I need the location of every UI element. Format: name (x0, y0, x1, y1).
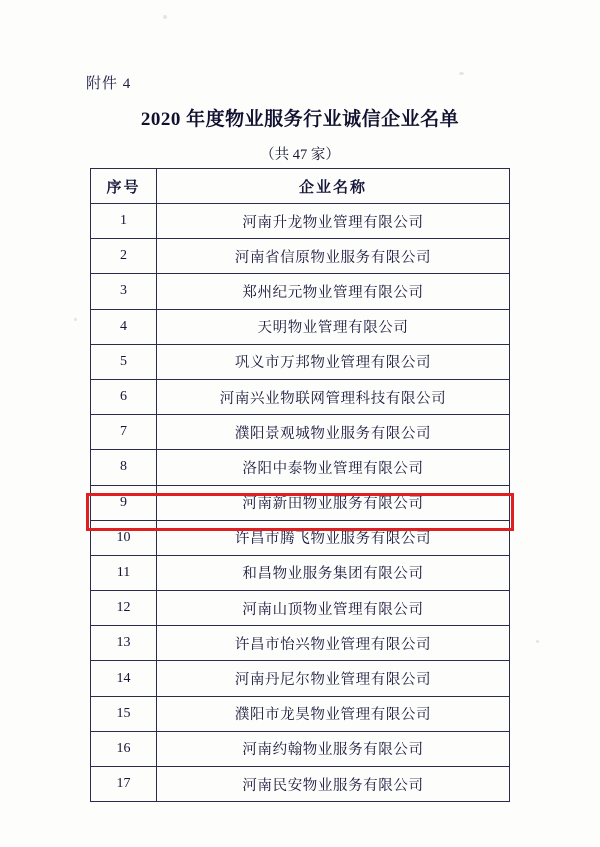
table-row (91, 274, 510, 309)
row-index: 5 (91, 344, 157, 379)
column-header-index: 序号 (91, 169, 157, 204)
row-index: 2 (91, 239, 157, 274)
table-row (91, 415, 510, 450)
table-row (91, 344, 510, 379)
table-row (91, 239, 510, 274)
row-index: 15 (91, 696, 157, 731)
row-index: 16 (91, 731, 157, 766)
table-row (91, 626, 510, 661)
scan-speck (74, 318, 77, 321)
attachment-label: 附件 4 (86, 76, 132, 92)
row-index: 9 (91, 485, 157, 520)
row-index: 12 (91, 591, 157, 626)
row-company-name: 许昌市腾飞物业服务有限公司 (157, 520, 510, 555)
row-company-name: 河南丹尼尔物业管理有限公司 (157, 661, 510, 696)
scan-speck (536, 640, 539, 643)
row-index: 17 (91, 767, 157, 802)
table-row (91, 591, 510, 626)
table-row (91, 485, 510, 520)
table-row (91, 731, 510, 766)
row-index: 6 (91, 379, 157, 414)
row-company-name: 河南山顶物业管理有限公司 (157, 591, 510, 626)
scan-speck (459, 72, 464, 75)
table-row (91, 204, 510, 239)
column-header-company-name: 企业名称 (157, 169, 510, 204)
row-company-name: 河南民安物业服务有限公司 (157, 767, 510, 802)
row-index: 13 (91, 626, 157, 661)
row-company-name: 和昌物业服务集团有限公司 (157, 555, 510, 590)
row-company-name: 许昌市怡兴物业管理有限公司 (157, 626, 510, 661)
table-row (91, 379, 510, 414)
table-row-highlighted (91, 520, 510, 555)
row-company-name: 河南约翰物业服务有限公司 (157, 731, 510, 766)
company-list-table (90, 168, 510, 802)
row-company-name: 河南省信原物业服务有限公司 (157, 239, 510, 274)
row-index: 8 (91, 450, 157, 485)
row-index: 10 (91, 520, 157, 555)
row-company-name: 濮阳景观城物业服务有限公司 (157, 415, 510, 450)
table-row (91, 450, 510, 485)
row-company-name: 河南兴业物联网管理科技有限公司 (157, 379, 510, 414)
row-index: 14 (91, 661, 157, 696)
row-company-name: 郑州纪元物业管理有限公司 (157, 274, 510, 309)
table-row (91, 661, 510, 696)
scan-speck (163, 15, 167, 19)
row-index: 11 (91, 555, 157, 590)
row-company-name: 洛阳中泰物业管理有限公司 (157, 450, 510, 485)
row-index: 7 (91, 415, 157, 450)
table-row (91, 555, 510, 590)
row-company-name: 濮阳市龙昊物业管理有限公司 (157, 696, 510, 731)
row-company-name: 巩义市万邦物业管理有限公司 (157, 344, 510, 379)
page-subtitle: （共 47 家） (260, 147, 340, 163)
table-header-row (91, 169, 510, 204)
table-row (91, 309, 510, 344)
row-company-name: 河南升龙物业管理有限公司 (157, 204, 510, 239)
company-list-table-wrapper (90, 168, 510, 802)
row-index: 3 (91, 274, 157, 309)
table-body (91, 204, 510, 802)
page-title: 2020 年度物业服务行业诚信企业名单 (140, 109, 460, 130)
row-index: 1 (91, 204, 157, 239)
row-company-name: 河南新田物业服务有限公司 (157, 485, 510, 520)
row-company-name: 天明物业管理有限公司 (157, 309, 510, 344)
table-row (91, 696, 510, 731)
row-index: 4 (91, 309, 157, 344)
table-row (91, 767, 510, 802)
